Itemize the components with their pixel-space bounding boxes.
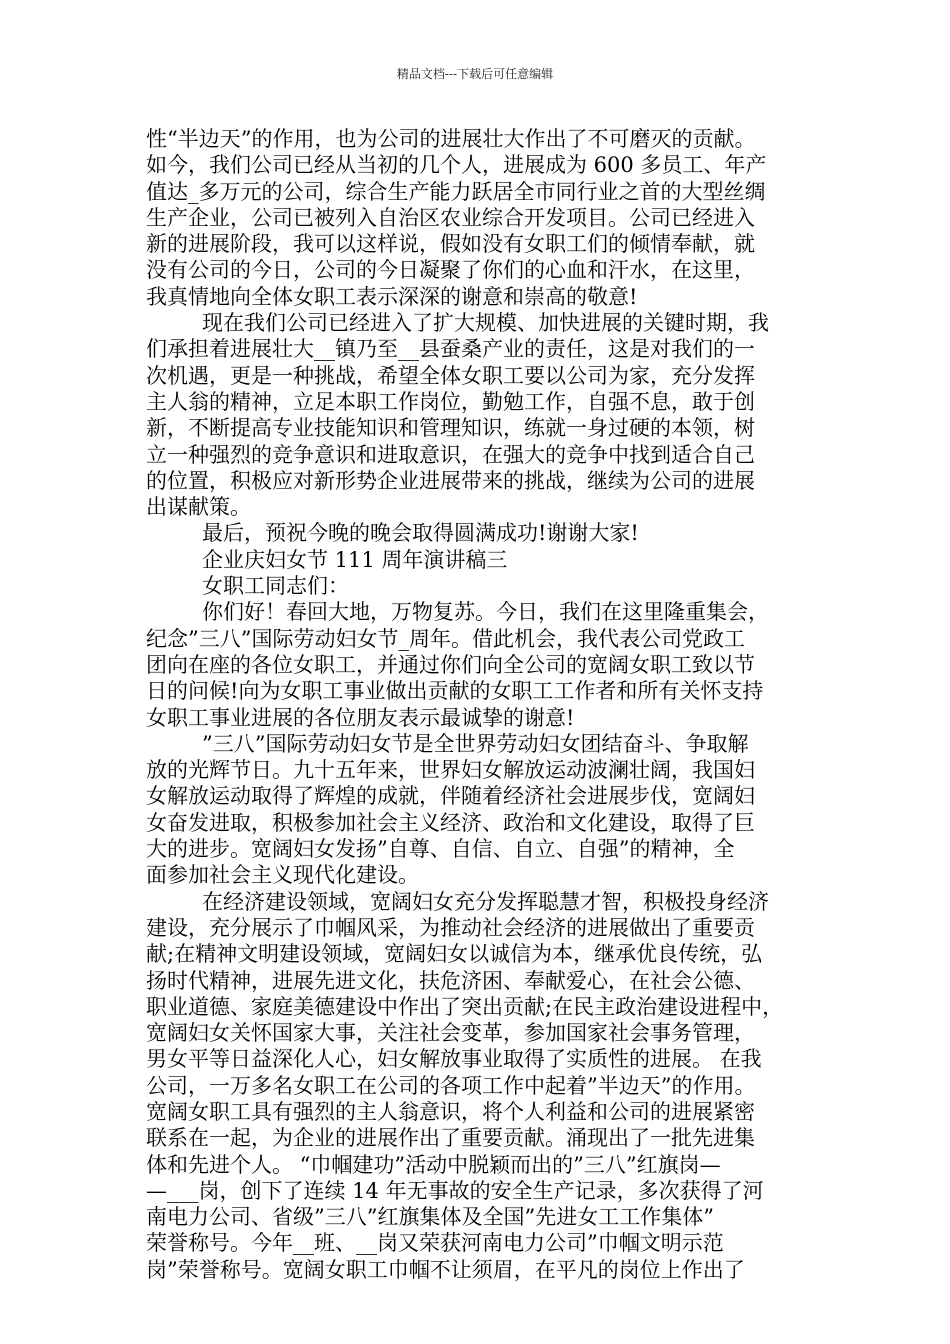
text-line: 女解放运动取得了辉煌的成就，伴随着经济社会进展步伐，宽阔妇	[146, 784, 755, 809]
text-line: 面参加社会主义现代化建设。	[146, 863, 419, 888]
paragraph-first-line: ”三八”国际劳动妇女节是全世界劳动妇女团结奋斗、争取解	[202, 731, 749, 756]
paragraph-first-line: 女职工同志们：	[202, 574, 349, 599]
text-line: 团向在座的各位女职工，并通过你们向全公司的宽阔女职工致以节	[146, 652, 755, 677]
paragraph-first-line: 最后，预祝今晚的晚会取得圆满成功!谢谢大家!	[202, 521, 639, 546]
paragraph-first-line: 现在我们公司已经进入了扩大规模、加快进展的关键时期，我	[202, 311, 769, 336]
text-line: 放的光辉节日。九十五年来，世界妇女解放运动波澜壮阔，我国妇	[146, 758, 755, 783]
text-line: 南电力公司、省级”三八”红旗集体及全国”先进女工工作集体”	[146, 1205, 714, 1230]
text-line: 宽阔女职工具有强烈的主人翁意识，将个人利益和公司的进展紧密	[146, 1099, 755, 1124]
text-line: 建设，充分展示了巾帼风采，为推动社会经济的进展做出了重要贡	[146, 915, 755, 940]
document-body	[146, 126, 806, 1283]
paragraph-first-line: 在经济建设领域，宽阔妇女充分发挥聪慧才智，积极投身经济	[202, 889, 769, 914]
paragraph-first-line: 企业庆妇女节 111 周年演讲稿三	[202, 547, 508, 572]
text-line: 纪念”三八”国际劳动妇女节_周年。借此机会，我代表公司党政工	[146, 626, 745, 651]
text-line: 如今，我们公司已经从当初的几个人，进展成为 600 多员工、年产	[146, 153, 767, 178]
text-line: 出谋献策。	[146, 495, 251, 520]
text-line: 的位置，积极应对新形势企业进展带来的挑战，继续为公司的进展	[146, 468, 755, 493]
text-line: 新的进展阶段，我可以这样说，假如没有女职工们的倾情奉献，就	[146, 232, 755, 257]
text-line: 男女平等日益深化人心，妇女解放事业取得了实质性的进展。 在我	[146, 1047, 762, 1072]
text-line: 生产企业，公司已被列入自治区农业综合开发项目。公司已经进入	[146, 205, 755, 230]
text-line: 职业道德、家庭美德建设中作出了突出贡献;在民主政治建设进程中，	[146, 994, 784, 1019]
text-line: 女奋发进取，积极参加社会主义经济、政治和文化建设，取得了巨	[146, 810, 755, 835]
text-line: 日的问候!向为女职工事业做出贡献的女职工工作者和所有关怀支持	[146, 679, 764, 704]
text-line: 女职工事业进展的各位朋友表示最诚挚的谢意!	[146, 705, 575, 730]
text-line: 公司，一万多名女职工在公司的各项工作中起着”半边天”的作用。	[146, 1073, 756, 1098]
page-header: 精品文档---下载后可任意编辑	[396, 67, 554, 81]
paragraph-first-line: 你们好！春回大地，万物复苏。今日，我们在这里隆重集会，	[202, 600, 769, 625]
text-line: 宽阔妇女关怀国家大事，关注社会变革，参加国家社会事务管理，	[146, 1021, 755, 1046]
text-line: 联系在一起，为企业的进展作出了重要贡献。涌现出了一批先进集	[146, 1126, 755, 1151]
text-line: 荣誉称号。今年__班、__岗又荣获河南电力公司”巾帼文明示范	[146, 1231, 724, 1256]
text-line: 主人翁的精神，立足本职工作岗位，勤勉工作，自强不息，敢于创	[146, 389, 755, 414]
text-line: 性“半边天”的作用，也为公司的进展壮大作出了不可磨灭的贡献。	[146, 127, 756, 151]
text-line: 新，不断提高专业技能知识和管理知识，练就一身过硬的本领，树	[146, 416, 755, 441]
text-line: 次机遇，更是一种挑战，希望全体女职工要以公司为家，充分发挥	[146, 363, 755, 388]
text-line: —___岗，创下了连续 14 年无事故的安全生产记录，多次获得了河	[146, 1178, 764, 1203]
text-line: 立一种强烈的竞争意识和进取意识，在强大的竞争中找到适合自己	[146, 442, 755, 467]
text-line: 们承担着进展壮大__镇乃至__县蚕桑产业的责任，这是对我们的一	[146, 337, 755, 362]
text-line: 没有公司的今日，公司的今日凝聚了你们的心血和汗水，在这里，	[146, 258, 755, 283]
text-line: 岗”荣誉称号。宽阔女职工巾帼不让须眉，在平凡的岗位上作出了	[146, 1257, 745, 1282]
text-line: 值达_多万元的公司，综合生产能力跃居全市同行业之首的大型丝绸	[146, 179, 766, 204]
text-line: 献;在精神文明建设领域，宽阔妇女以诚信为本，继承优良传统，弘	[146, 942, 763, 967]
text-line: 大的进步。宽阔妇女发扬”自尊、自信、自立、自强”的精神，全	[146, 837, 735, 862]
text-line: 体和先进个人。 “巾帼建功”活动中脱颖而出的”三八”红旗岗—	[146, 1152, 721, 1177]
text-line: 我真情地向全体女职工表示深深的谢意和崇高的敬意!	[146, 284, 638, 309]
text-line: 扬时代精神，进展先进文化，扶危济困、奉献爱心，在社会公德、	[146, 968, 755, 993]
